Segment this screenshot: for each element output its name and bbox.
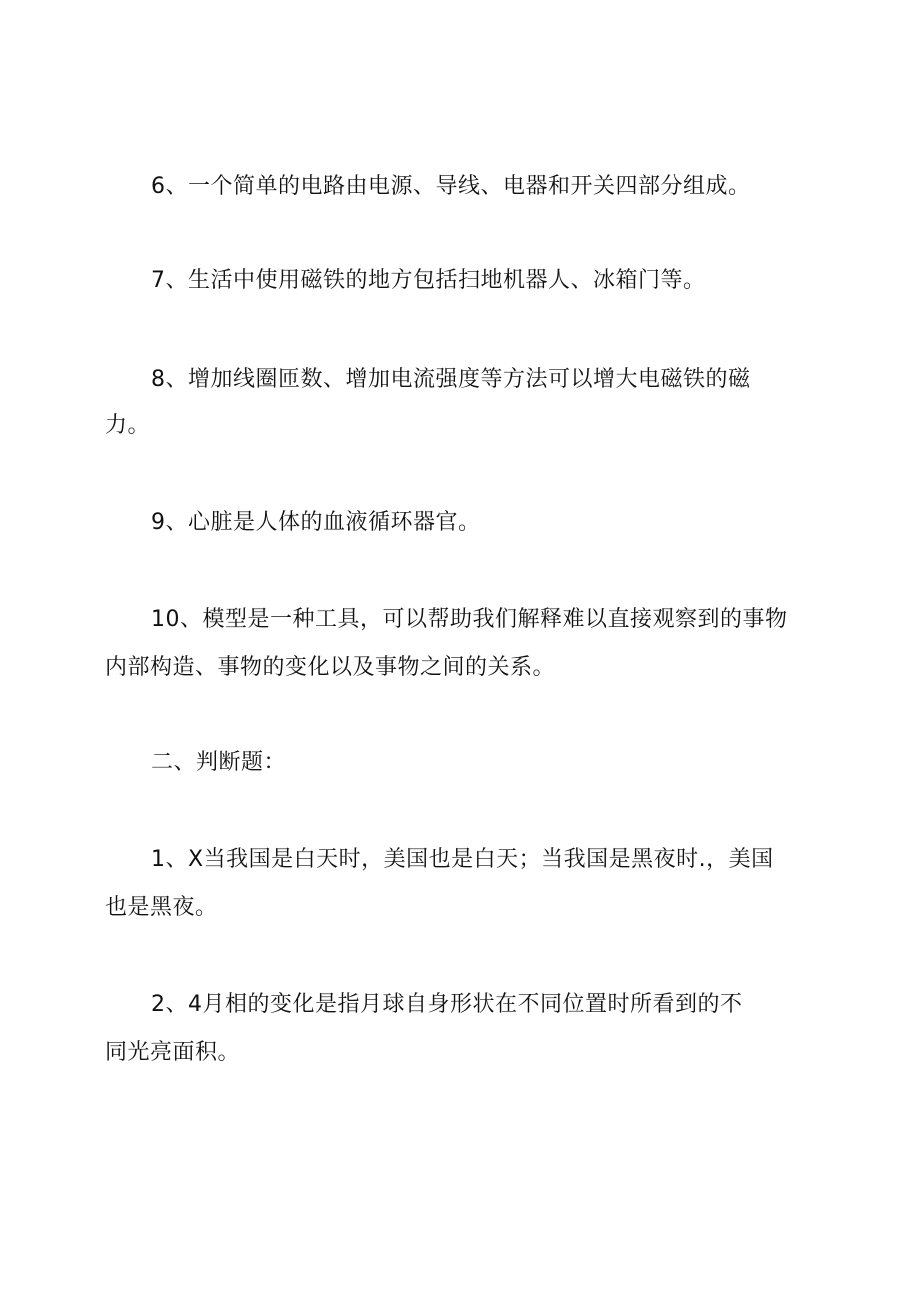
judgment-1-line-1: 1、X当我国是白天时，美国也是白天；当我国是黑夜时.，美国 <box>151 847 774 872</box>
item-10-line-2: 内部构造、事物的变化以及事物之间的关系。 <box>105 655 556 680</box>
section-heading-judgment: 二、判断题： <box>151 750 287 775</box>
judgment-2-line-1: 2、4月相的变化是指月球自身形状在不同位置时所看到的不 <box>151 992 743 1017</box>
item-10-line-1: 10、模型是一种工具，可以帮助我们解释难以直接观察到的事物 <box>151 607 788 632</box>
item-6-line-1: 6、一个简单的电路由电源、导线、电器和开关四部分组成。 <box>151 174 751 199</box>
item-8-line-2: 力。 <box>105 413 151 438</box>
item-8-line-1: 8、增加线圈匝数、增加电流强度等方法可以增大电磁铁的磁 <box>151 367 751 392</box>
item-9-line-1: 9、心脏是人体的血液循环器官。 <box>151 510 481 535</box>
judgment-2-line-2: 同光亮面积。 <box>105 1040 241 1065</box>
judgment-1-line-2: 也是黑夜。 <box>105 895 218 920</box>
item-7-line-1: 7、生活中使用磁铁的地方包括扫地机器人、冰箱门等。 <box>151 268 706 293</box>
